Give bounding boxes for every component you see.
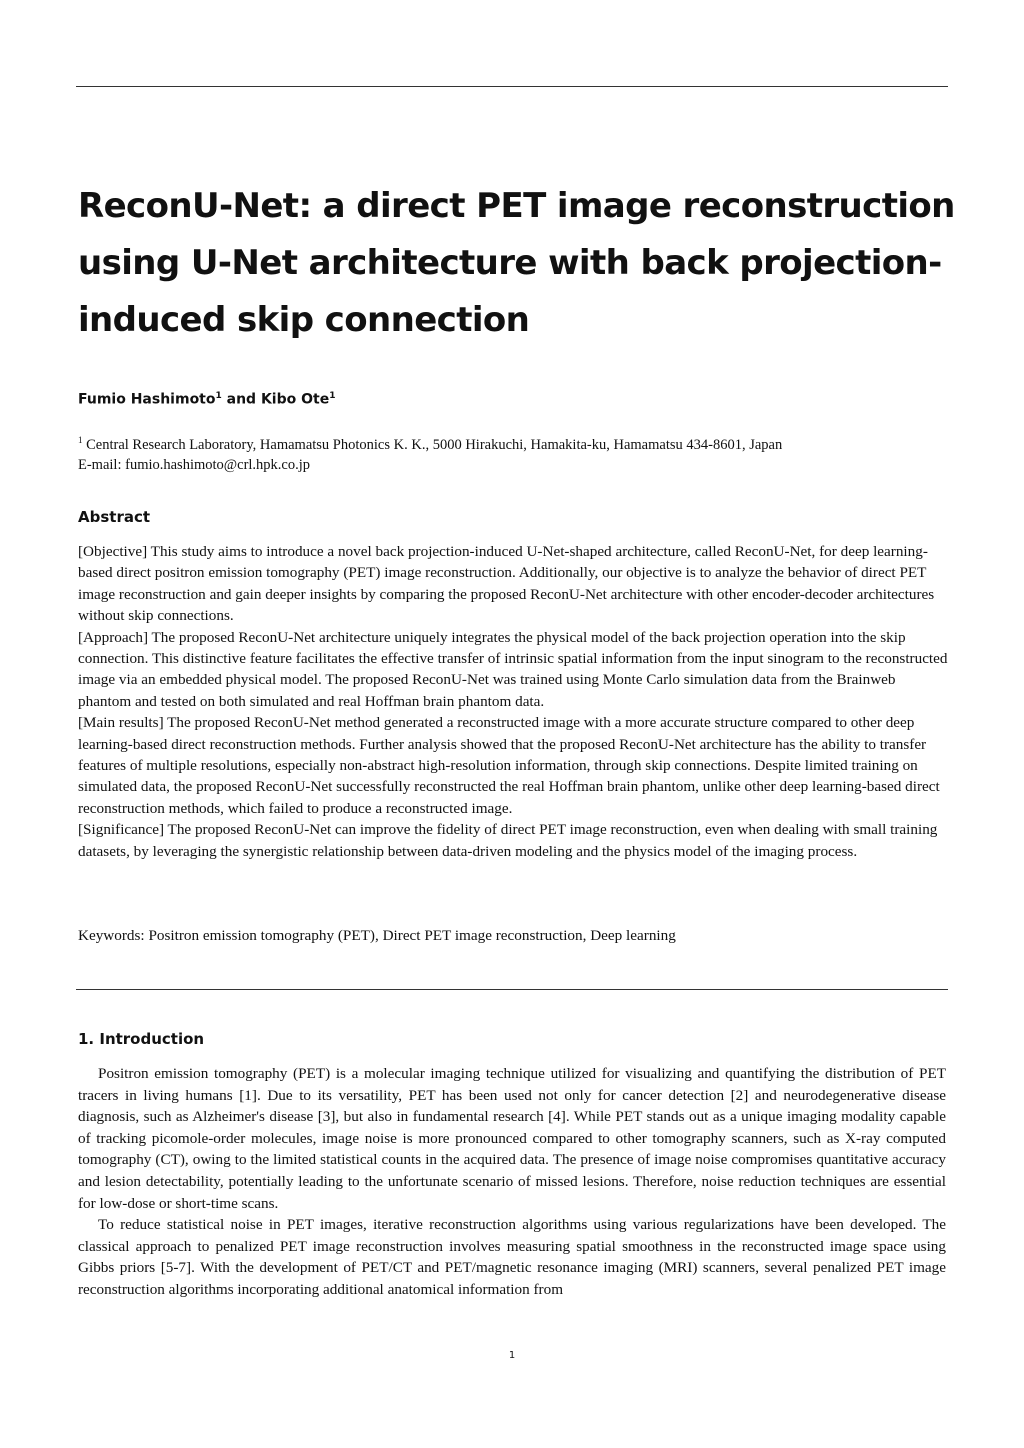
section-rule [76,989,948,990]
keywords: Keywords: Positron emission tomography (PET), Direct PET image reconstruction, Deep learning [78,927,676,944]
introduction-body [78,1063,946,1301]
introduction-paragraph: Positron emission tomography (PET) is a molecular imaging technique utilized for visualizing and quantifying the distribution of PET tracers in living humans [1]. Due to its versatility, PET has been used not only for cancer detection [2] and neurodegenerative disease diagnosis, such as Alzheimer's disease [3], but also in fundamental research [4]. While PET stands out as a unique imaging modality capable of tracking picomole-order molecules, image noise is more pronounced compared to other tomography scanners, such as X-ray computed tomography (CT), owing to the limited statistical counts in the acquired data. The presence of image noise compromises quantitative accuracy and lesion detectability, potentially leading to the unfortunate scenario of missed lesions. Therefore, noise reduction techniques are essential for low-dose or short-time scans. [78,1065,946,1212]
affiliation-mark: 1 [78,435,83,445]
paper-title: ReconU-Net: a direct PET image reconstruction using U-Net architecture with back projection-induced skip connection [78,186,955,340]
affiliation-mark: 1 [215,391,222,401]
affiliation-block [78,430,958,475]
author-name: Kibo Ote [260,391,330,408]
affiliation-mark: 1 [329,391,336,401]
author-list [78,391,335,408]
abstract-heading: Abstract [78,508,151,526]
affiliation-text: Central Research Laboratory, Hamamatsu Photonics K. K., 5000 Hirakuchi, Hamakita-ku, Hamamatsu 434-8601, Japan [86,436,783,453]
abstract-objective: [Objective] This study aims to introduce a novel back projection-induced U-Net-shaped architecture, called ReconU-Net, for deep learning-based direct positron emission tomography (PET) image reconstruction. Additionally, our objective is to analyze the behavior of direct PET image reconstruction and gain deeper insights by comparing the proposed ReconU-Net architecture with other encoder-decoder architectures without skip connections. [78,543,935,625]
author-name: Fumio Hashimoto [78,391,216,408]
introduction-paragraph: To reduce statistical noise in PET images, iterative reconstruction algorithms using various regularizations have been developed. The classical approach to penalized PET image reconstruction involves measuring spatial smoothness in the reconstructed image space using Gibbs priors [5-7]. With the development of PET/CT and PET/magnetic resonance imaging (MRI) scanners, several penalized PET image reconstruction algorithms incorporating additional anatomical information from [78,1216,946,1298]
page-number: 1 [508,1350,516,1361]
abstract-body [78,541,948,862]
abstract-main-results: [Main results] The proposed ReconU-Net method generated a reconstructed image with a more accurate structure compared to other deep learning-based direct reconstruction methods. Further analysis showed that the proposed ReconU-Net architecture has the ability to transfer features of multiple resolutions, especially non-abstract high-resolution information, through skip connections. Despite limited training on simulated data, the proposed ReconU-Net successfully reconstructed the real Hoffman brain phantom, unlike other deep learning-based direct reconstruction methods, which failed to produce a reconstructed image. [78,714,940,817]
introduction-heading: 1. Introduction [78,1030,205,1048]
abstract-approach: [Approach] The proposed ReconU-Net architecture uniquely integrates the physical model of the back projection operation into the skip connection. This distinctive feature facilitates the effective transfer of intrinsic spatial information from the input sinogram to the reconstructed image via an embedded physical model. The proposed ReconU-Net was trained using Monte Carlo simulation data from the Brainweb phantom and tested on both simulated and real Hoffman brain phantom data. [78,628,948,710]
affiliation-line [78,430,958,455]
abstract-significance: [Significance] The proposed ReconU-Net can improve the fidelity of direct PET image reconstruction, even when dealing with small training datasets, by leveraging the synergistic relationship between data-driven modeling and the physics model of the imaging process. [78,821,938,860]
email-line: E-mail: fumio.hashimoto@crl.hpk.co.jp [78,456,311,473]
header-rule [76,86,948,87]
author-conjunction: and [226,391,257,408]
